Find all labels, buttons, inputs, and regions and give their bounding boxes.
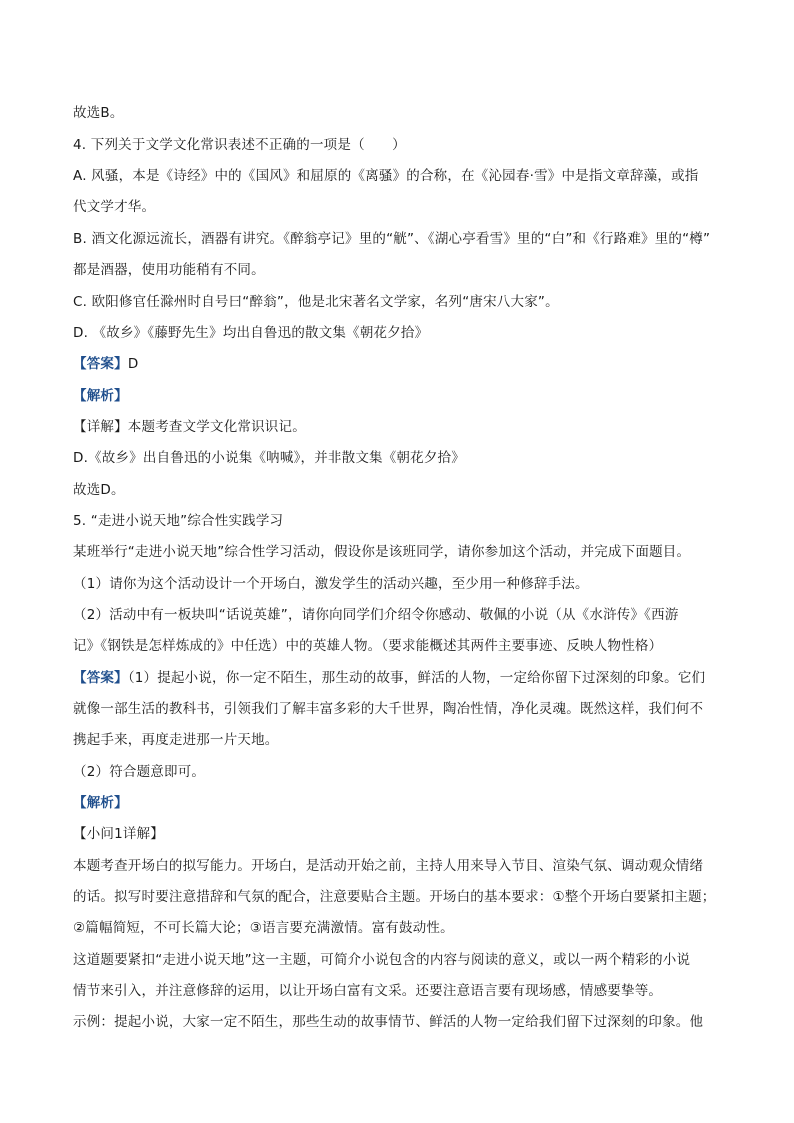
option-b-line-1: B. 酒文化源远流长，酒器有讲究。《醉翁亭记》里的“觥”、《湖心亭看雪》里的“白”和《行路难》里的“樽”	[73, 231, 711, 247]
option-a-line-2: 代文学才华。	[73, 199, 156, 215]
answer-text: （1）提起小说，你一定不陌生，那生动的故事，鲜活的人物，一定给你留下过深刻的印象。它们	[127, 670, 706, 686]
detail-line: 【详解】本题考查文学文化常识识记。	[73, 419, 306, 435]
answer-5-line-2: 就像一部生活的教科书，引领我们了解丰富多彩的大千世界，陶冶性情，净化灵魂。既然这样，我们何不	[73, 701, 704, 717]
answer-5-part-2: （2）符合题意即可。	[73, 764, 206, 780]
explanation-line: D.《故乡》出自鲁迅的小说集《呐喊》，并非散文集《朝花夕拾》	[73, 450, 465, 466]
sub-question-2-line-1: （2）活动中有一板块叫“话说英雄”，请你向同学们介绍令你感动、敬佩的小说（从《水浒传》《西游	[73, 607, 679, 623]
analysis-line-3: ②篇幅简短，不可长篇大论；③语言要充满激情。富有鼓动性。	[73, 920, 454, 936]
analysis-line-2: 的话。拟写时要注意措辞和气氛的配合，注意要贴合主题。开场白的基本要求：①整个开场白要紧扣主题；	[73, 889, 716, 905]
option-c: C. 欧阳修官任滁州时自号曰“醉翁”，他是北宋著名文学家，名列“唐宋八大家”。	[73, 294, 559, 310]
option-a-line-1: A. 风骚，本是《诗经》中的《国风》和屈原的《离骚》的合称，在《沁园春·雪》中是指文章辞藻，或指	[73, 168, 699, 184]
question-4-stem: 4. 下列关于文学文化常识表述不正确的一项是（ ）	[73, 137, 406, 153]
sub-question-2-line-2: 记》《钢铁是怎样炼成的》中任选）中的英雄人物。（要求能概述其两件主要事迹、反映人物性格）	[73, 638, 663, 654]
option-b-line-2: 都是酒器，使用功能稍有不同。	[73, 262, 265, 278]
question-5-intro: 某班举行“走进小说天地”综合性学习活动，假设你是该班同学，请你参加这个活动，并完成下面题目。	[73, 544, 691, 560]
answer-tag: 【答案】	[73, 356, 128, 372]
question-5-title: 5. “走进小说天地”综合性实践学习	[73, 513, 284, 529]
analysis-line-1: 本题考查开场白的拟写能力。开场白，是活动开始之前，主持人用来导入节目、渲染气氛、调动观众情绪	[73, 858, 704, 874]
analysis-line-5: 情节来引入，并注意修辞的运用，以让开场白富有文采。还要注意语言要有现场感，情感要挚等。	[73, 983, 663, 999]
answer-tag: 【答案】	[73, 670, 128, 686]
answer-5-line-1	[73, 668, 733, 688]
sub-question-1: （1）请你为这个活动设计一个开场白，激发学生的活动兴趣，至少用一种修辞手法。	[73, 576, 589, 592]
option-d: D. 《故乡》《藤野先生》均出自鲁迅的散文集《朝花夕拾》	[73, 325, 429, 341]
text-line: 故选B。	[73, 105, 124, 121]
analysis-tag: 【解析】	[73, 388, 128, 404]
answer-row	[73, 354, 733, 374]
answer-value: D	[127, 356, 139, 372]
analysis-tag: 【解析】	[73, 795, 128, 811]
choice-line: 故选D。	[73, 482, 125, 498]
example-line: 示例：提起小说，大家一定不陌生，那些生动的故事情节、鲜活的人物一定给我们留下过深刻的印象。他	[73, 1014, 704, 1030]
answer-5-line-3: 携起手来，再度走进那一片天地。	[73, 732, 279, 748]
sub-detail-1-tag: 【小问1详解】	[73, 826, 164, 842]
analysis-line-4: 这道题要紧扣“走进小说天地”这一主题，可简介小说包含的内容与阅读的意义，或以一两个精彩的小说	[73, 952, 691, 968]
